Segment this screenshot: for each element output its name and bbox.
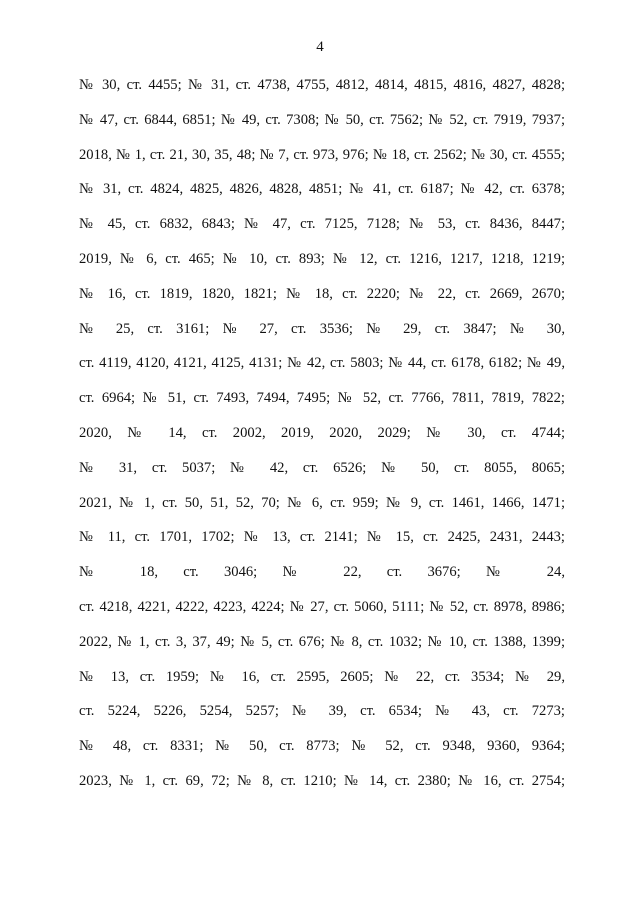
text-line: ст. 4119, 4120, 4121, 4125, 4131; № 42, ст. 5803; № 44, ст. 6178, 6182; № 49, <box>79 355 565 372</box>
text-line: № 18, ст. 3046; № 22, ст. 3676; № 24, <box>79 564 565 581</box>
page-number: 4 <box>316 39 324 55</box>
text-line: 2022, № 1, ст. 3, 37, 49; № 5, ст. 676; № 8, ст. 1032; № 10, ст. 1388, 1399; <box>79 633 565 650</box>
text-line: ст. 6964; № 51, ст. 7493, 7494, 7495; № 52, ст. 7766, 7811, 7819, 7822; <box>79 390 565 407</box>
legal-citations-text <box>79 75 565 806</box>
text-line: № 30, ст. 4455; № 31, ст. 4738, 4755, 4812, 4814, 4815, 4816, 4827, 4828; <box>79 77 565 93</box>
text-line: 2021, № 1, ст. 50, 51, 52, 70; № 6, ст. 959; № 9, ст. 1461, 1466, 1471; <box>79 494 565 511</box>
text-line: ст. 4218, 4221, 4222, 4223, 4224; № 27, ст. 5060, 5111; № 52, ст. 8978, 8986; <box>79 598 565 615</box>
text-line: 2023, № 1, ст. 69, 72; № 8, ст. 1210; № 14, ст. 2380; № 16, ст. 2754; <box>79 772 565 789</box>
text-line: 2018, № 1, ст. 21, 30, 35, 48; № 7, ст. 973, 976; № 18, ст. 2562; № 30, ст. 4555; <box>79 146 565 163</box>
text-line: № 31, ст. 5037; № 42, ст. 6526; № 50, ст. 8055, 8065; <box>79 459 565 476</box>
text-line: ст. 5224, 5226, 5254, 5257; № 39, ст. 6534; № 43, ст. 7273; <box>79 703 565 720</box>
text-line: № 13, ст. 1959; № 16, ст. 2595, 2605; № 22, ст. 3534; № 29, <box>79 668 565 685</box>
text-line: № 31, ст. 4824, 4825, 4826, 4828, 4851; № 41, ст. 6187; № 42, ст. 6378; <box>79 181 565 198</box>
text-line: № 48, ст. 8331; № 50, ст. 8773; № 52, ст. 9348, 9360, 9364; <box>79 738 565 755</box>
text-line: 2020, № 14, ст. 2002, 2019, 2020, 2029; № 30, ст. 4744; <box>79 424 565 441</box>
text-line: № 16, ст. 1819, 1820, 1821; № 18, ст. 2220; № 22, ст. 2669, 2670; <box>79 285 565 302</box>
text-line: № 11, ст. 1701, 1702; № 13, ст. 2141; № 15, ст. 2425, 2431, 2443; <box>79 529 565 546</box>
text-line: № 47, ст. 6844, 6851; № 49, ст. 7308; № 50, ст. 7562; № 52, ст. 7919, 7937; <box>79 111 565 128</box>
text-line: № 25, ст. 3161; № 27, ст. 3536; № 29, ст. 3847; № 30, <box>79 320 565 337</box>
text-line: 2019, № 6, ст. 465; № 10, ст. 893; № 12, ст. 1216, 1217, 1218, 1219; <box>79 250 565 267</box>
text-line: № 45, ст. 6832, 6843; № 47, ст. 7125, 7128; № 53, ст. 8436, 8447; <box>79 216 565 233</box>
